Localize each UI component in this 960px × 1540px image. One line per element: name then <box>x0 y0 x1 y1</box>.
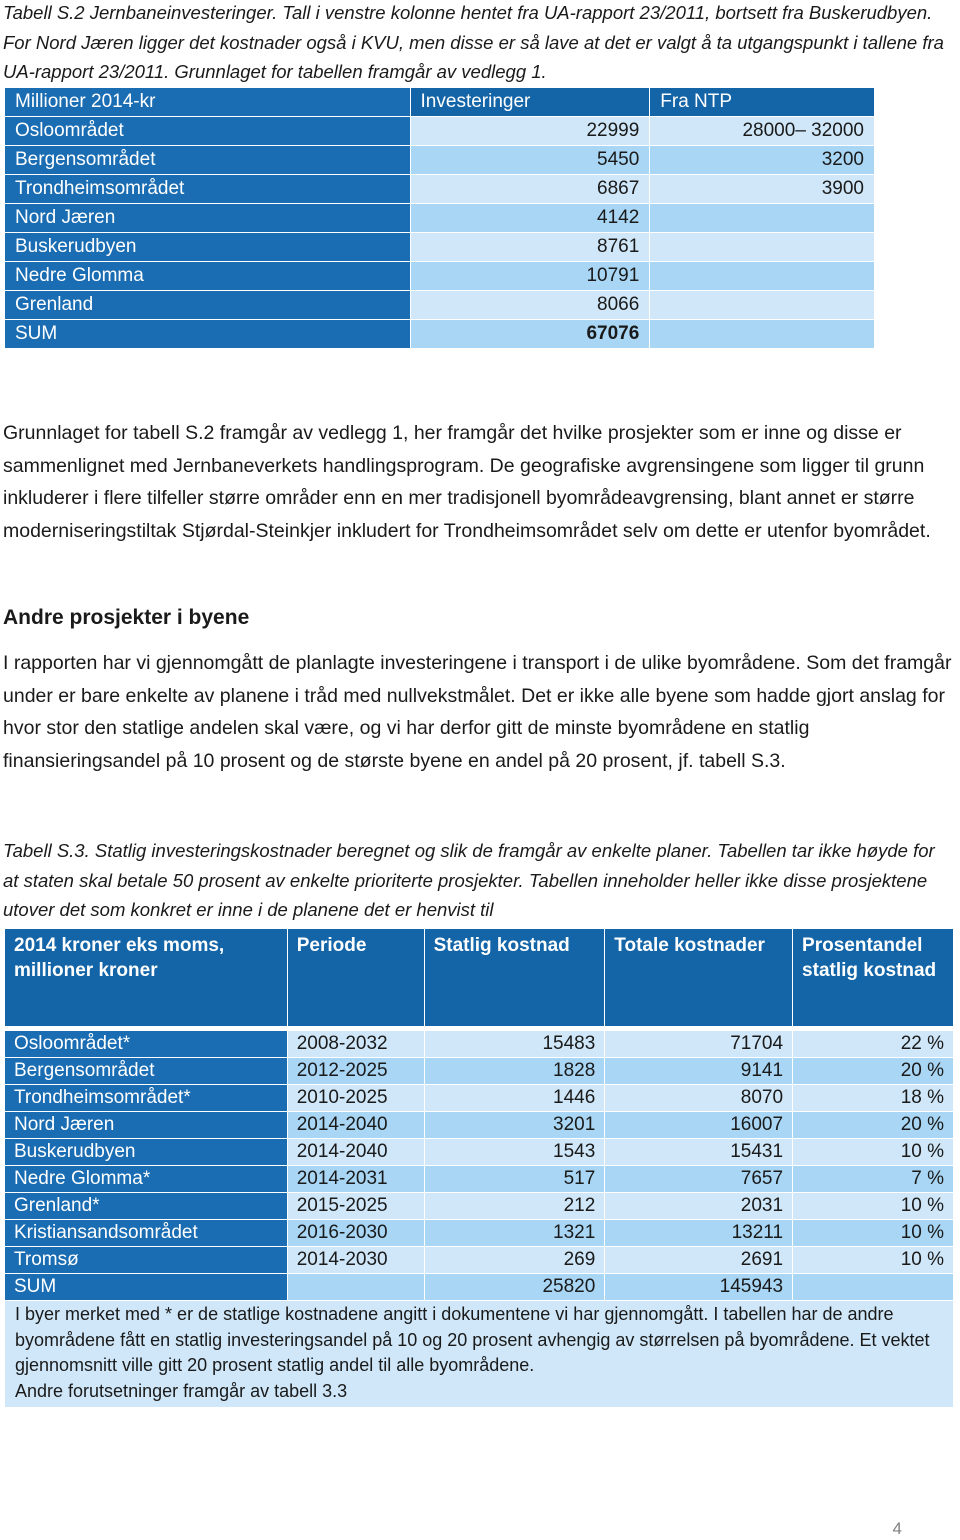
percentage-cell: 10 % <box>793 1139 954 1166</box>
total-cost-cell: 13211 <box>605 1220 793 1247</box>
table-s2-caption: Tabell S.2 Jernbaneinvesteringer. Tall i venstre kolonne hentet fra UA-rapport 23/2011, bortsett fra Buskerudbyen. For Nord Jæren ligger det kostnader også i KVU, men disse er så lave at det er valgt å ta utgangspunkt i tallene fra UA-rapport 23/2011. Grunnlaget for tabellen framgår av vedlegg 1. <box>3 2 944 82</box>
investment-cell: 67076 <box>410 320 650 349</box>
percentage-cell: 10 % <box>793 1220 954 1247</box>
area-cell: Buskerudbyen <box>5 1139 288 1166</box>
area-cell: Buskerudbyen <box>5 233 411 262</box>
investment-cell: 5450 <box>410 146 650 175</box>
area-cell: Bergensområdet <box>5 146 411 175</box>
area-cell: Nedre Glomma <box>5 262 411 291</box>
table-s2 <box>4 87 875 349</box>
area-cell: Bergensområdet <box>5 1058 288 1085</box>
ntp-cell <box>650 204 875 233</box>
table-row <box>5 146 875 175</box>
table-row <box>5 1085 954 1112</box>
area-cell: SUM <box>5 320 411 349</box>
percentage-cell: 10 % <box>793 1247 954 1274</box>
investment-cell: 6867 <box>410 175 650 204</box>
investment-cell: 8066 <box>410 291 650 320</box>
period-cell: 2014-2040 <box>287 1139 424 1166</box>
period-cell: 2015-2025 <box>287 1193 424 1220</box>
table-note <box>5 1301 954 1408</box>
state-cost-cell: 269 <box>424 1247 605 1274</box>
period-cell: 2014-2031 <box>287 1166 424 1193</box>
investment-cell: 8761 <box>410 233 650 262</box>
table-row <box>5 233 875 262</box>
table-row <box>5 117 875 146</box>
total-cost-cell: 15431 <box>605 1139 793 1166</box>
state-cost-cell: 3201 <box>424 1112 605 1139</box>
investment-cell: 10791 <box>410 262 650 291</box>
table-row <box>5 291 875 320</box>
percentage-cell: 10 % <box>793 1193 954 1220</box>
ntp-cell <box>650 320 875 349</box>
area-cell: SUM <box>5 1274 288 1301</box>
table-row <box>5 175 875 204</box>
area-cell: Trondheimsområdet* <box>5 1085 288 1112</box>
area-cell: Nord Jæren <box>5 204 411 233</box>
state-cost-cell: 1321 <box>424 1220 605 1247</box>
total-cost-cell: 7657 <box>605 1166 793 1193</box>
period-cell <box>287 1274 424 1301</box>
area-cell: Osloområdet <box>5 117 411 146</box>
table-row <box>5 1031 954 1058</box>
period-cell: 2014-2030 <box>287 1247 424 1274</box>
period-cell: 2010-2025 <box>287 1085 424 1112</box>
page-number: 4 <box>892 1519 902 1538</box>
table-row <box>5 1166 954 1193</box>
column-header: Fra NTP <box>650 88 875 117</box>
total-cost-cell: 145943 <box>605 1274 793 1301</box>
period-cell: 2012-2025 <box>287 1058 424 1085</box>
column-header: Millioner 2014-kr <box>5 88 411 117</box>
total-cost-cell: 9141 <box>605 1058 793 1085</box>
table-sum-row <box>5 1274 954 1301</box>
table-row <box>5 262 875 291</box>
ntp-cell <box>650 262 875 291</box>
state-cost-cell: 1446 <box>424 1085 605 1112</box>
area-cell: Tromsø <box>5 1247 288 1274</box>
total-cost-cell: 8070 <box>605 1085 793 1112</box>
percentage-cell: 20 % <box>793 1058 954 1085</box>
table-note-row <box>5 1301 954 1408</box>
table-header-row <box>5 88 875 117</box>
period-cell: 2016-2030 <box>287 1220 424 1247</box>
column-header: Periode <box>287 929 424 1027</box>
column-header: Prosentandel statlig kostnad <box>793 929 954 1027</box>
state-cost-cell: 15483 <box>424 1031 605 1058</box>
state-cost-cell: 1828 <box>424 1058 605 1085</box>
total-cost-cell: 2691 <box>605 1247 793 1274</box>
paragraph-other-projects: I rapporten har vi gjennomgått de planlagte investeringene i transport i de ulike byområdene. Som det framgår under er bare enkelte av planene i tråd med nullvekstmålet. Det er ikke alle byene som hadde gjort anslag for hvor stor den statlige andelen skal være, og vi har derfor gitt de minste byområdene en statlig finansieringsandel på 10 prosent og de største byene en andel på 20 prosent, jf. tabell S.3. <box>3 652 952 772</box>
table-row <box>5 204 875 233</box>
percentage-cell: 20 % <box>793 1112 954 1139</box>
area-cell: Grenland <box>5 291 411 320</box>
period-cell: 2014-2040 <box>287 1112 424 1139</box>
area-cell: Trondheimsområdet <box>5 175 411 204</box>
ntp-cell: 3200 <box>650 146 875 175</box>
percentage-cell <box>793 1274 954 1301</box>
column-header: Statlig kostnad <box>424 929 605 1027</box>
table-sum-row <box>5 320 875 349</box>
table-row <box>5 1112 954 1139</box>
ntp-cell: 3900 <box>650 175 875 204</box>
total-cost-cell: 2031 <box>605 1193 793 1220</box>
table-s3-caption: Tabell S.3. Statlig investeringskostnader beregnet og slik de framgår av enkelte planer. Tabellen tar ikke høyde for at staten skal betale 50 prosent av enkelte prioriterte prosjekter. Tabellen inneholder heller ikke disse prosjektene utover det som konkret er inne i de planene det er henvist til <box>3 840 935 920</box>
state-cost-cell: 25820 <box>424 1274 605 1301</box>
percentage-cell: 18 % <box>793 1085 954 1112</box>
area-cell: Nedre Glomma* <box>5 1166 288 1193</box>
section-heading: Andre prosjekter i byene <box>3 606 250 629</box>
table-header-row <box>5 929 954 1027</box>
table-row <box>5 1193 954 1220</box>
percentage-cell: 7 % <box>793 1166 954 1193</box>
state-cost-cell: 212 <box>424 1193 605 1220</box>
ntp-cell <box>650 233 875 262</box>
ntp-cell <box>650 291 875 320</box>
investment-cell: 22999 <box>410 117 650 146</box>
table-row <box>5 1139 954 1166</box>
area-cell: Kristiansandsområdet <box>5 1220 288 1247</box>
paragraph-table-basis: Grunnlaget for tabell S.2 framgår av vedlegg 1, her framgår det hvilke prosjekter som er inne og disse er sammenlignet med Jernbaneverkets handlingsprogram. De geografiske avgrensingene som ligger til grunn inkluderer i flere tilfeller større områder enn en mer tradisjonell byområdeavgrensing, blant annet er større moderniseringstiltak Stjørdal-Steinkjer inkludert for Trondheimsområdet selv om dette er utenfor byområdet. <box>3 422 931 542</box>
ntp-cell: 28000– 32000 <box>650 117 875 146</box>
area-cell: Osloområdet* <box>5 1031 288 1058</box>
state-cost-cell: 1543 <box>424 1139 605 1166</box>
investment-cell: 4142 <box>410 204 650 233</box>
state-cost-cell: 517 <box>424 1166 605 1193</box>
table-s3 <box>4 928 954 1408</box>
period-cell: 2008-2032 <box>287 1031 424 1058</box>
percentage-cell: 22 % <box>793 1031 954 1058</box>
area-cell: Nord Jæren <box>5 1112 288 1139</box>
table-row <box>5 1247 954 1274</box>
total-cost-cell: 71704 <box>605 1031 793 1058</box>
table-note-text: Andre forutsetninger framgår av tabell 3.3 <box>15 1380 348 1401</box>
column-header: 2014 kroner eks moms, millioner kroner <box>5 929 288 1027</box>
column-header: Investeringer <box>410 88 650 117</box>
table-row <box>5 1058 954 1085</box>
column-header: Totale kostnader <box>605 929 793 1027</box>
table-row <box>5 1220 954 1247</box>
area-cell: Grenland* <box>5 1193 288 1220</box>
table-note-text: I byer merket med * er de statlige kostnadene angitt i dokumentene vi har gjennomgått. I tabellen har de andre byområdene fått en statlig investeringsandel på 10 og 20 prosent avhengig av størrelsen på byområdene. Et vektet gjennomsnitt ville gitt 20 prosent statlig andel til alle byområdene. <box>15 1304 930 1375</box>
total-cost-cell: 16007 <box>605 1112 793 1139</box>
